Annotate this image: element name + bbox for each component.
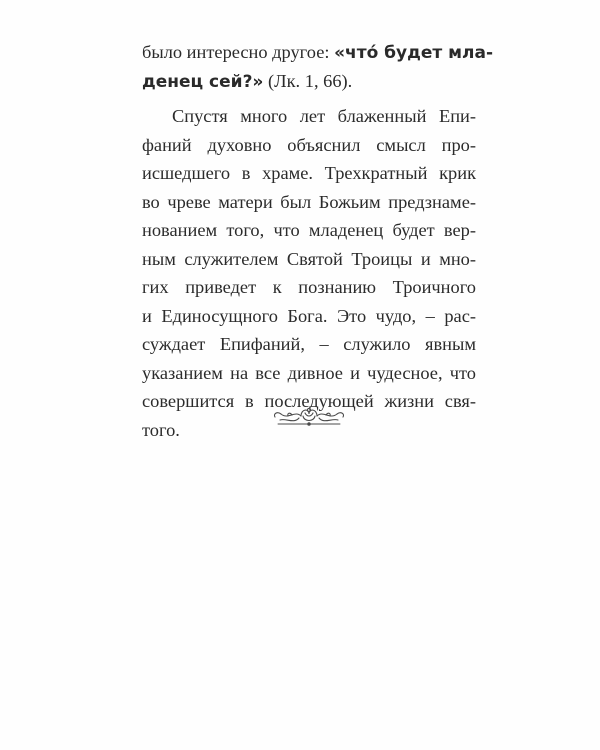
decorative-vignette-icon — [268, 404, 350, 428]
bold-quote-end: денец сей?» — [142, 71, 264, 92]
paragraph2-line: исшедшего в храме. Трехкратный крик — [142, 163, 476, 183]
paragraph1-line1 — [142, 38, 494, 67]
paragraph2-line: ным служителем Святой Троицы и мно- — [142, 248, 476, 269]
paragraph1-line1-text: было интересно другое: — [142, 42, 335, 62]
paragraph2-line: совершится в последующей жизни свя- — [142, 391, 476, 411]
paragraph2-last-line: того. — [142, 419, 180, 440]
paragraph2-line: указанием на все дивное и чудесное, что — [142, 362, 476, 383]
paragraph1-line2 — [142, 67, 476, 96]
paragraph2-line: суждает Епифаний, – служило явным — [142, 334, 476, 354]
paragraph2-line: Спустя много лет блаженный Епи- — [172, 106, 476, 126]
paragraph2-line: гих приведет к познанию Троичного — [142, 277, 476, 297]
paragraph2-line: и Единосущного Бога. Это чудо, – рас- — [142, 305, 476, 326]
bold-quote-start: «что́ будет мла- — [334, 43, 494, 63]
paragraph2-line: во чреве матери был Божьим предзнаме- — [142, 191, 476, 212]
paragraph2-line: фаний духовно объяснил смысл про- — [142, 134, 476, 155]
scripture-reference: (Лк. 1, 66). — [263, 70, 353, 91]
paragraph2-line: нованием того, что младенец будет вер- — [142, 220, 476, 240]
body-text — [142, 38, 494, 444]
